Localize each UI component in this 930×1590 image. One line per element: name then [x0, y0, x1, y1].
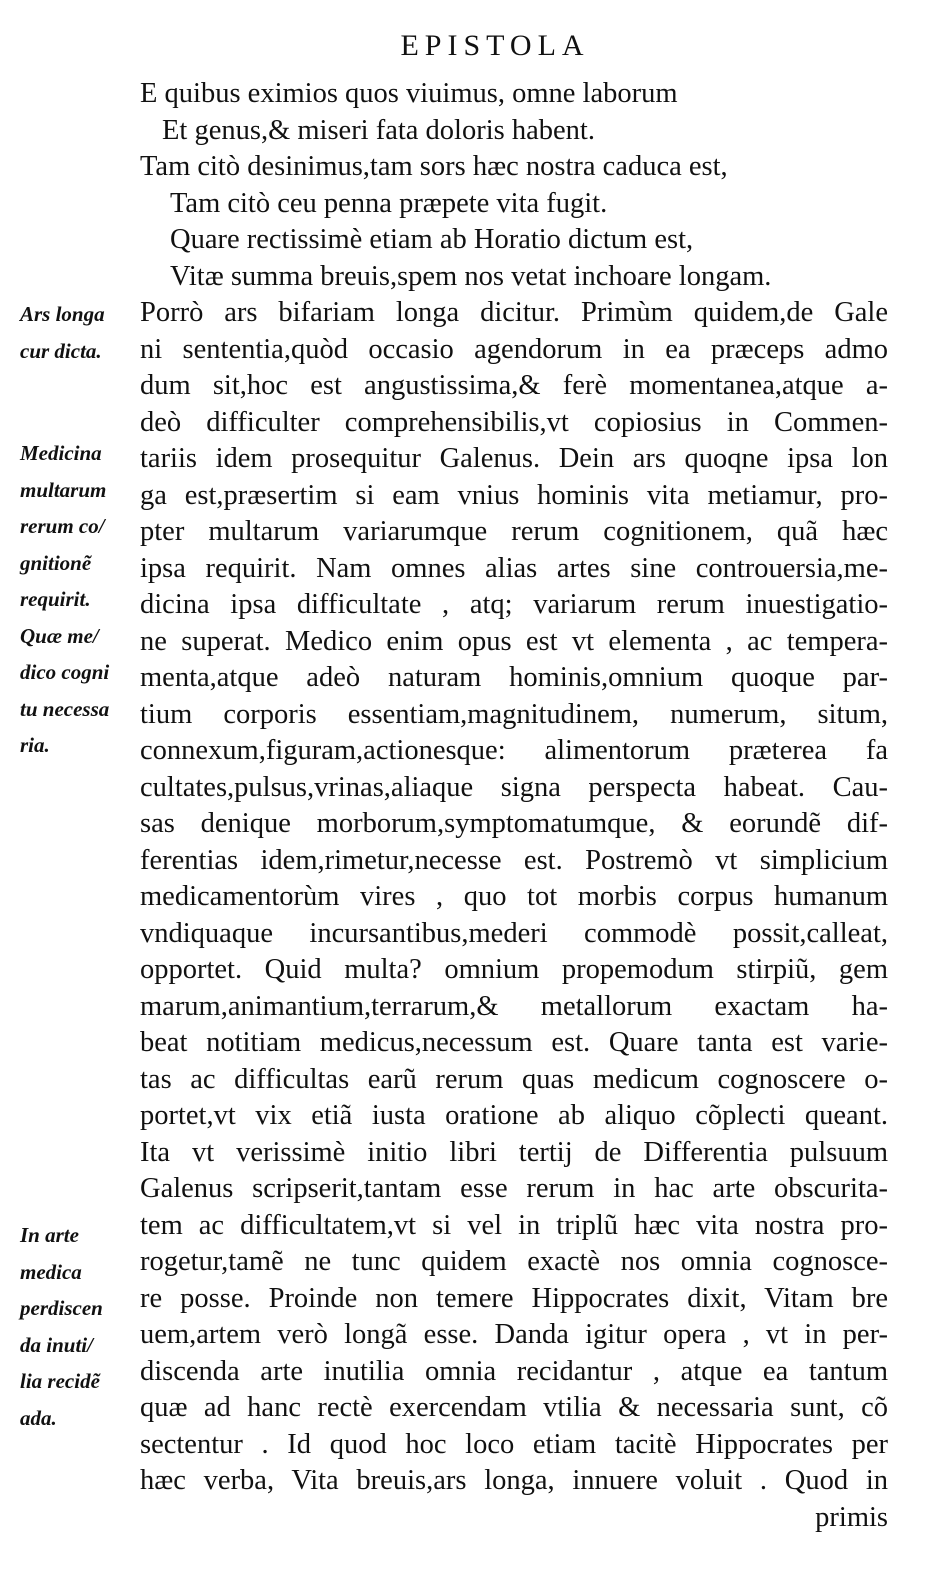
marginal-note-line: lia recidẽ [20, 1369, 100, 1393]
marginal-note-ars-longa [20, 296, 138, 369]
marginal-note-line: ria. [20, 733, 50, 757]
prose-line: menta,atque adeò naturam hominis,omnium quoque par- [140, 662, 888, 693]
marginal-note-line: rerum co/ [20, 514, 105, 538]
marginal-note-line: Ars longa [20, 302, 105, 326]
prose-line: ipsa requirit. Nam omnes alias artes sine controuersia,me- [140, 552, 888, 584]
prose-line: connexum,figuram,actionesque: alimentorum præterea fa [140, 735, 888, 766]
marginal-note-line: dico cogni [20, 660, 110, 684]
marginal-note-line: cur dicta. [20, 338, 102, 363]
marginal-note-line: gnitionẽ [20, 550, 92, 575]
prose-line: ne superat. Medico enim opus est vt elementa , ac tempera- [140, 625, 888, 657]
prose-line: cultates,pulsus,vrinas,aliaque signa perspecta habeat. Cau- [140, 771, 888, 803]
prose-line: tariis idem prosequitur Galenus. Dein ars quoqne ipsa lon [140, 443, 888, 474]
prose-line: tium corporis essentiam,magnitudinem, numerum, situm, [140, 698, 888, 730]
prose-line: vndiquaque incursantibus,mederi commodè possit,calleat, [140, 917, 888, 949]
prose-line: sectentur . Id quod hoc loco etiam tacitè Hippocrates per [140, 1428, 888, 1460]
marginal-note-line: ada. [20, 1405, 57, 1430]
running-header: EPISTOLA [400, 29, 590, 62]
marginal-note-medicina [20, 435, 138, 764]
prose-line: uem,artem verò longã esse. Danda igitur opera , vt in per- [140, 1319, 888, 1350]
prose-line: tem ac difficultatem,vt si vel in triplũ hæc vita nostra pro- [140, 1209, 888, 1241]
catchword: primis [815, 1501, 888, 1533]
prose-line: portet,vt vix etiã iusta oratione ab aliquo cõplecti queant. [140, 1100, 888, 1131]
prose-line: beat notitiam medicus,necessum est. Quare tanta est varie- [140, 1027, 888, 1058]
marginal-note-line: medica [20, 1259, 82, 1284]
prose-line: rogetur,tamẽ ne tunc quidem exactè nos omnia cognosce- [140, 1246, 888, 1277]
prose-line: dum sit,hoc est angustissima,& ferè momentanea,atque a- [140, 370, 888, 401]
prose-line: re posse. Proinde non temere Hippocrates dixit, Vitam bre [140, 1282, 888, 1314]
verse-line: Tam citò ceu penna præpete vita fugit. [170, 187, 608, 219]
prose-line: pter multarum variarumque rerum cognitionem, quã hæc [140, 516, 888, 547]
verse-line: E quibus eximios quos viuimus, omne laborum [140, 78, 678, 109]
marginal-note-line: requirit. [20, 587, 91, 611]
marginal-note-in-arte-medica [20, 1217, 138, 1436]
prose-line: discenda arte inutilia omnia recidantur , atque ea tantum [140, 1355, 888, 1387]
marginal-note-line: da inuti/ [20, 1332, 93, 1357]
prose-line: tas ac difficultas earũ rerum quas medicum cognoscere o- [140, 1063, 888, 1095]
marginal-note-line: Medicina [20, 441, 102, 465]
verse-line: Tam citò desinimus,tam sors hæc nostra caduca est, [140, 151, 728, 182]
prose-line: deò difficulter comprehensibilis,vt copiosius in Commen- [140, 406, 888, 438]
marginal-note-line: tu necessa [20, 696, 110, 721]
verse-line: Vitæ summa breuis,spem nos vetat inchoare longam. [170, 260, 772, 292]
prose-line: ga est,præsertim si eam vnius hominis vita metiamur, pro- [140, 479, 888, 511]
marginal-note-line: perdiscen [20, 1296, 103, 1320]
prose-line: ferentias idem,rimetur,necesse est. Postremò vt simplicium [140, 844, 888, 876]
prose-line: ni sententia,quòd occasio agendorum in ea præceps admo [140, 333, 888, 365]
marginal-note-line: In arte [20, 1223, 79, 1247]
prose-line: hæc verba, Vita breuis,ars longa, innuere voluit . Quod in [140, 1465, 888, 1496]
prose-line: marum,animantium,terrarum,& metallorum exactam ha- [140, 990, 888, 1022]
prose-line: dicina ipsa difficultate , atq; variarum rerum inuestigatio- [140, 589, 888, 620]
prose-line: quæ ad hanc rectè exercendam vtilia & necessaria sunt, cõ [140, 1392, 888, 1423]
verse-line: Quare rectissimè etiam ab Horatio dictum est, [170, 224, 694, 255]
main-text-block [140, 76, 888, 1536]
marginal-note-line: Quæ me/ [20, 623, 99, 648]
prose-line: Galenus scripserit,tantam esse rerum in hac arte obscurita- [140, 1173, 888, 1204]
prose-line: Ita vt verissimè initio libri tertij de Differentia pulsuum [140, 1136, 888, 1168]
prose-line: opportet. Quid multa? omnium propemodum stirpiũ, gem [140, 954, 888, 985]
prose-line: Porrò ars bifariam longa dicitur. Primùm quidem,de Gale [140, 297, 888, 328]
verse-line: Et genus,& miseri fata doloris habent. [162, 114, 595, 146]
prose-line: medicamentorùm vires , quo tot morbis corpus humanum [140, 881, 888, 912]
prose-line: sas denique morborum,symptomatumque, & eorundẽ dif- [140, 808, 888, 839]
marginal-note-line: multarum [20, 477, 107, 502]
